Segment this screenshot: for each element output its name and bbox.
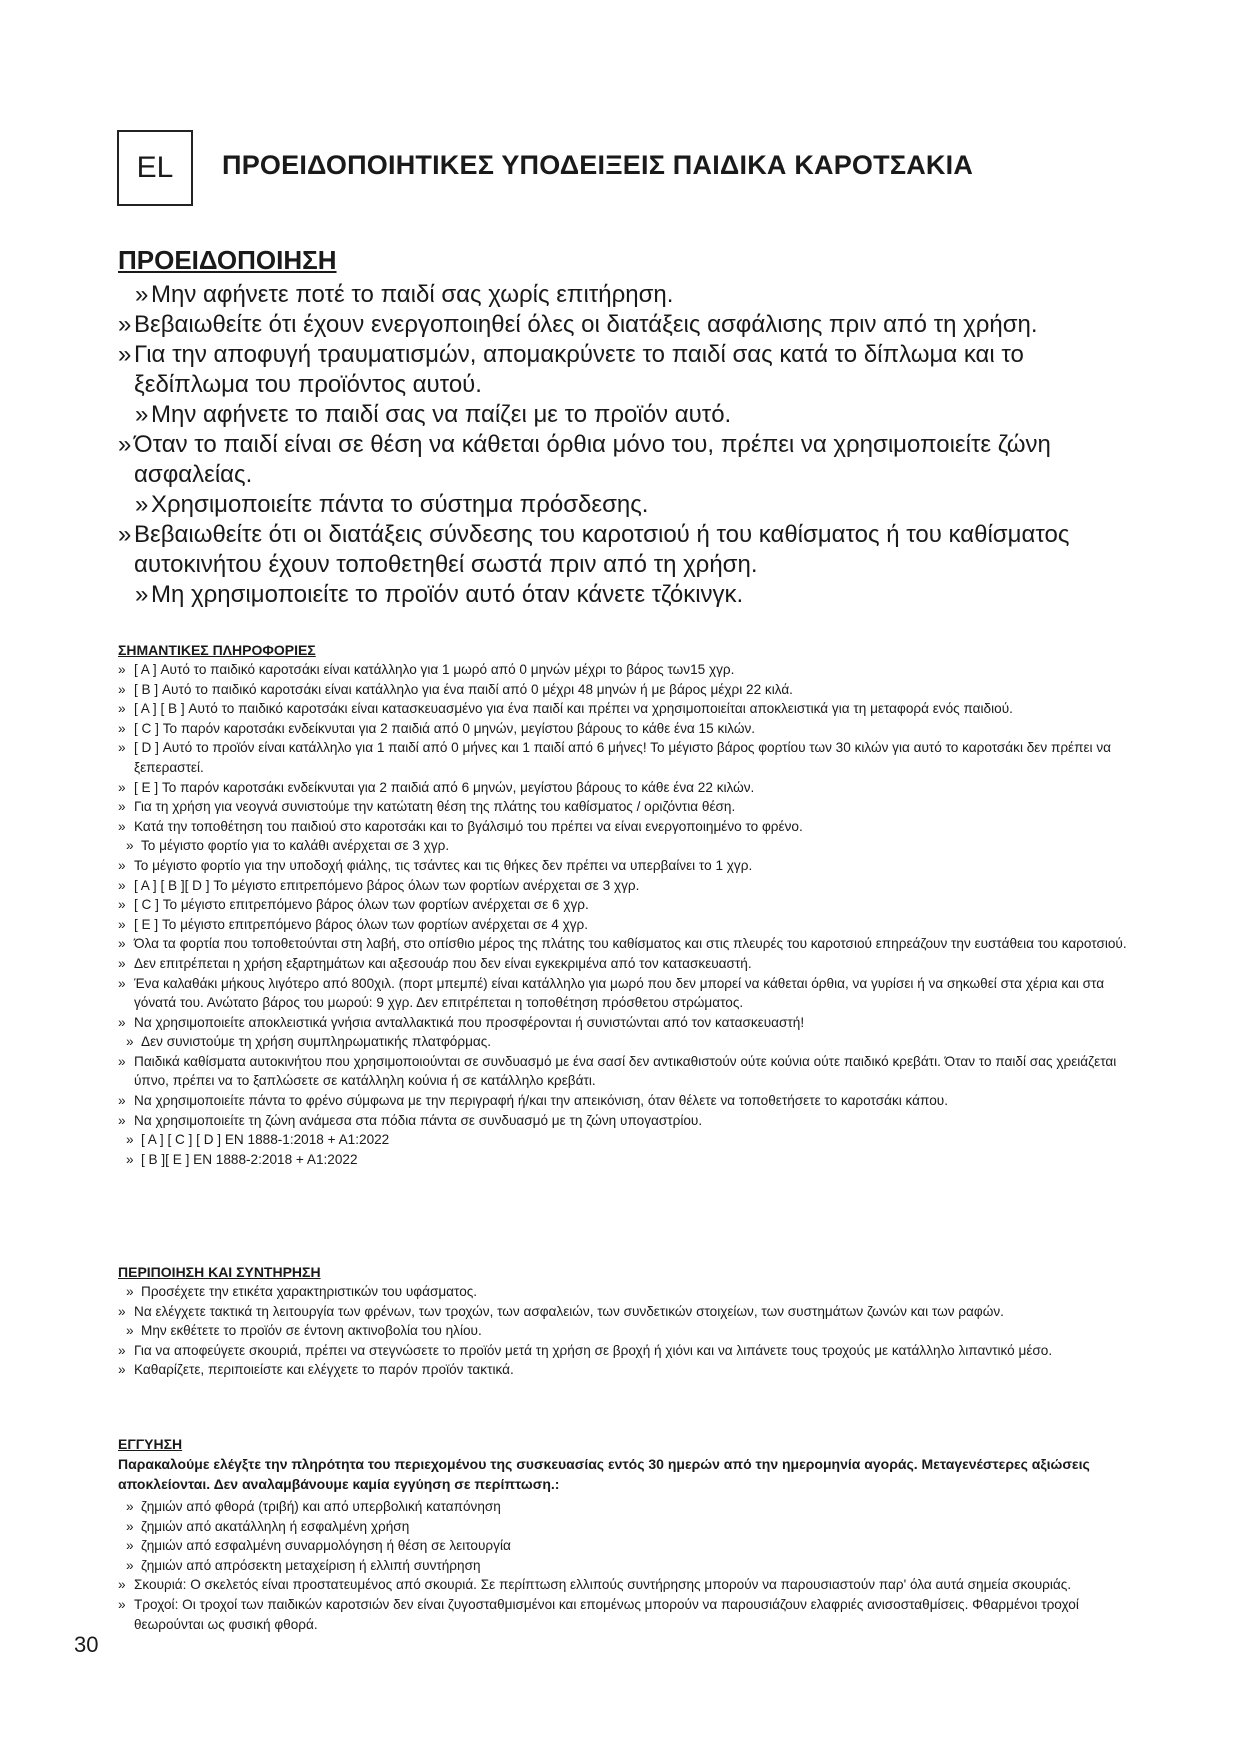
important-item: » [ C ] Το μέγιστο επιτρεπόμενο βάρος όλων των φορτίων ανέρχεται σε 6 χγρ. (118, 895, 1143, 915)
care-item: » Προσέχετε την ετικέτα χαρακτηριστικών του υφάσματος. (118, 1282, 1143, 1302)
warranty-intro: Παρακαλούμε ελέγξτε την πληρότητα του περιεχομένου της συσκευασίας εντός 30 ημερών από την ημερομηνία αγοράς. Μεταγενέστερες αξιώσεις αποκλείονται. Δεν αναλαμβάνουμε καμία εγγύηση σε περίπτωση.: (118, 1456, 1090, 1492)
care-item: » Καθαρίζετε, περιποιείστε και ελέγχετε το παρόν προϊόν τακτικά. (118, 1360, 1143, 1380)
important-heading: ΣΗΜΑΝΤΙΚΕΣ ΠΛΗΡΟΦΟΡΙΕΣ (118, 642, 316, 658)
warranty-item: » ζημιών από εσφαλμένη συναρμολόγηση ή θέση σε λειτουργία (118, 1536, 1143, 1556)
language-code: EL (136, 151, 174, 184)
important-item: » [ A ] Αυτό το παιδικό καροτσάκι είναι κατάλληλο για 1 μωρό από 0 μηνών μέχρι το βάρος των15 χγρ. (118, 660, 1143, 680)
warning-heading: ΠΡΟΕΙΔΟΠΟΙΗΣΗ (118, 245, 337, 275)
warning-item: » Όταν το παιδί είναι σε θέση να κάθεται όρθια μόνο του, πρέπει να χρησιμοποιείτε ζώνη ασφαλείας. (118, 430, 1138, 490)
care-item: » Να ελέγχετε τακτικά τη λειτουργία των φρένων, των τροχών, των ασφαλειών, των συνδετικών στοιχείων, των συστημάτων ζωνών και των ραφών. (118, 1302, 1143, 1322)
care-list (118, 1282, 1143, 1380)
important-item: » [ B ][ E ] EN 1888-2:2018 + A1:2022 (118, 1150, 1143, 1170)
care-item: » Μην εκθέτετε το προϊόν σε έντονη ακτινοβολία του ηλίου. (118, 1321, 1143, 1341)
important-item: » Ένα καλαθάκι μήκους λιγότερο από 800χιλ. (πορτ μπεμπέ) είναι κατάλληλο για μωρό που δεν μπορεί να κάθεται όρθια, να γυρίσει ή να σηκωθεί στα χέρια και στα γόνατά του. Ανώτατο βάρος του μωρού: 9 χγρ. Δεν επιτρέπεται η τοποθέτηση πρόσθετου στρώματος. (118, 974, 1143, 1013)
important-item: » Να χρησιμοποιείτε αποκλειστικά γνήσια ανταλλακτικά που προσφέρονται ή συνιστώνται από τον κατασκευαστή! (118, 1013, 1143, 1033)
important-list (118, 660, 1143, 1169)
important-item: » Δεν επιτρέπεται η χρήση εξαρτημάτων και αξεσουάρ που δεν είναι εγκεκριμένα από τον κατασκευαστή. (118, 954, 1143, 974)
warranty-heading: ΕΓΓΥΗΣΗ (118, 1436, 183, 1452)
warranty-item: » Σκουριά: Ο σκελετός είναι προστατευμένος από σκουριά. Σε περίπτωση ελλιπούς συντήρησης μπορούν να παρουσιαστούν παρ' όλα αυτά σημεία σκουριάς. (118, 1575, 1143, 1595)
warning-item: » Μη χρησιμοποιείτε το προϊόν αυτό όταν κάνετε τζόκινγκ. (118, 580, 1138, 610)
important-item: » [ A ] [ B ][ D ] Το μέγιστο επιτρεπόμενο βάρος όλων των φορτίων ανέρχεται σε 3 χγρ. (118, 876, 1143, 896)
important-item: » Κατά την τοποθέτηση του παιδιού στο καροτσάκι και το βγάλσιμό του πρέπει να είναι ενεργοποιημένο το φρένο. (118, 817, 1143, 837)
important-item: » Το μέγιστο φορτίο για το καλάθι ανέρχεται σε 3 χγρ. (118, 836, 1143, 856)
important-item: » [ A ] [ B ] Αυτό το παιδικό καροτσάκι είναι κατασκευασμένο για ένα παιδί και πρέπει να χρησιμοποιείται αποκλειστικά για τη μεταφορά ενός παιδιού. (118, 699, 1143, 719)
warranty-item: » ζημιών από φθορά (τριβή) και από υπερβολική καταπόνηση (118, 1497, 1143, 1517)
care-item: » Για να αποφεύγετε σκουριά, πρέπει να στεγνώσετε το προϊόν μετά τη χρήση σε βροχή ή χιόνι και να λιπάνετε τους τροχούς με κατάλληλο λιπαντικό μέσο. (118, 1341, 1143, 1361)
important-item: » Όλα τα φορτία που τοποθετούνται στη λαβή, στο οπίσθιο μέρος της πλάτης του καθίσματος και στις πλευρές του καροτσιού επηρεάζουν την ευστάθεια του καροτσιού. (118, 934, 1143, 954)
important-item: » [ D ] Αυτό το προϊόν είναι κατάλληλο για 1 παιδί από 0 μήνες και 1 παιδί από 6 μήνες! Το μέγιστο βάρος φορτίου των 30 κιλών για αυτό το καροτσάκι δεν πρέπει να ξεπεραστεί. (118, 738, 1143, 777)
important-item: » [ A ] [ C ] [ D ] EN 1888-1:2018 + A1:2022 (118, 1130, 1143, 1150)
important-item: » Να χρησιμοποιείτε τη ζώνη ανάμεσα στα πόδια πάντα σε συνδυασμό με τη ζώνη υπογαστρίου. (118, 1111, 1143, 1131)
important-item: » Για τη χρήση για νεογνά συνιστούμε την κατώτατη θέση της πλάτης του καθίσματος / οριζόντια θέση. (118, 797, 1143, 817)
warning-item: » Χρησιμοποιείτε πάντα το σύστημα πρόσδεσης. (118, 490, 1138, 520)
important-item: » Παιδικά καθίσματα αυτοκινήτου που χρησιμοποιούνται σε συνδυασμό με ένα σασί δεν αντικαθιστούν ούτε κούνια ούτε παιδικό κρεβάτι. Όταν το παιδί σας χρειάζεται ύπνο, πρέπει να το ξαπλώσετε σε κατάλληλη κούνια ή σε κατάλληλο κρεβάτι. (118, 1052, 1143, 1091)
important-item: » Δεν συνιστούμε τη χρήση συμπληρωματικής πλατφόρμας. (118, 1032, 1143, 1052)
warning-item: » Για την αποφυγή τραυματισμών, απομακρύνετε το παιδί σας κατά το δίπλωμα και το ξεδίπλωμα του προϊόντος αυτού. (118, 340, 1138, 400)
warranty-list (118, 1497, 1143, 1634)
warranty-item: » ζημιών από απρόσεκτη μεταχείριση ή ελλιπή συντήρηση (118, 1556, 1143, 1576)
document-title: ΠΡΟΕΙΔΟΠΟΙΗΤΙΚΕΣ ΥΠΟΔΕΙΞΕΙΣ ΠΑΙΔΙΚΑ ΚΑΡΟΤΣΑΚΙΑ (222, 150, 974, 180)
language-box (117, 130, 193, 206)
warranty-item: » ζημιών από ακατάλληλη ή εσφαλμένη χρήση (118, 1517, 1143, 1537)
warning-list (118, 280, 1138, 610)
page-number: 30 (74, 1632, 99, 1657)
warning-item: » Βεβαιωθείτε ότι οι διατάξεις σύνδεσης του καροτσιού ή του καθίσματος ή του καθίσματος αυτοκινήτου έχουν τοποθετηθεί σωστά πριν από τη χρήση. (118, 520, 1138, 580)
warranty-item: » Τροχοί: Οι τροχοί των παιδικών καροτσιών δεν είναι ζυγοσταθμισμένοι και επομένως μπορούν να παρουσιάζουν ελαφριές ανισοσταθμίσεις. Φθαρμένοι τροχοί θεωρούνται ως φυσική φθορά. (118, 1595, 1143, 1634)
important-item: » [ B ] Αυτό το παιδικό καροτσάκι είναι κατάλληλο για ένα παιδί από 0 μέχρι 48 μηνών ή με βάρος μέχρι 22 κιλά. (118, 680, 1143, 700)
warning-item: » Μην αφήνετε ποτέ το παιδί σας χωρίς επιτήρηση. (118, 280, 1138, 310)
important-item: » Το μέγιστο φορτίο για την υποδοχή φιάλης, τις τσάντες και τις θήκες δεν πρέπει να υπερβαίνει το 1 χγρ. (118, 856, 1143, 876)
warning-item: » Μην αφήνετε το παιδί σας να παίζει με το προϊόν αυτό. (118, 400, 1138, 430)
important-item: » [ E ] Το μέγιστο επιτρεπόμενο βάρος όλων των φορτίων ανέρχεται σε 4 χγρ. (118, 915, 1143, 935)
important-item: » Να χρησιμοποιείτε πάντα το φρένο σύμφωνα με την περιγραφή ή/και την απεικόνιση, όταν θέλετε να τοποθετήσετε το καροτσάκι κάπου. (118, 1091, 1143, 1111)
warning-item: » Βεβαιωθείτε ότι έχουν ενεργοποιηθεί όλες οι διατάξεις ασφάλισης πριν από τη χρήση. (118, 310, 1138, 340)
important-item: » [ C ] Το παρόν καροτσάκι ενδείκνυται για 2 παιδιά από 0 μηνών, μεγίστου βάρους το κάθε ένα 15 κιλών. (118, 719, 1143, 739)
care-heading: ΠΕΡΙΠΟΙΗΣΗ ΚΑΙ ΣΥΝΤΗΡΗΣΗ (118, 1264, 321, 1280)
important-item: » [ E ] Το παρόν καροτσάκι ενδείκνυται για 2 παιδιά από 6 μηνών, μεγίστου βάρους το κάθε ένα 22 κιλών. (118, 778, 1143, 798)
